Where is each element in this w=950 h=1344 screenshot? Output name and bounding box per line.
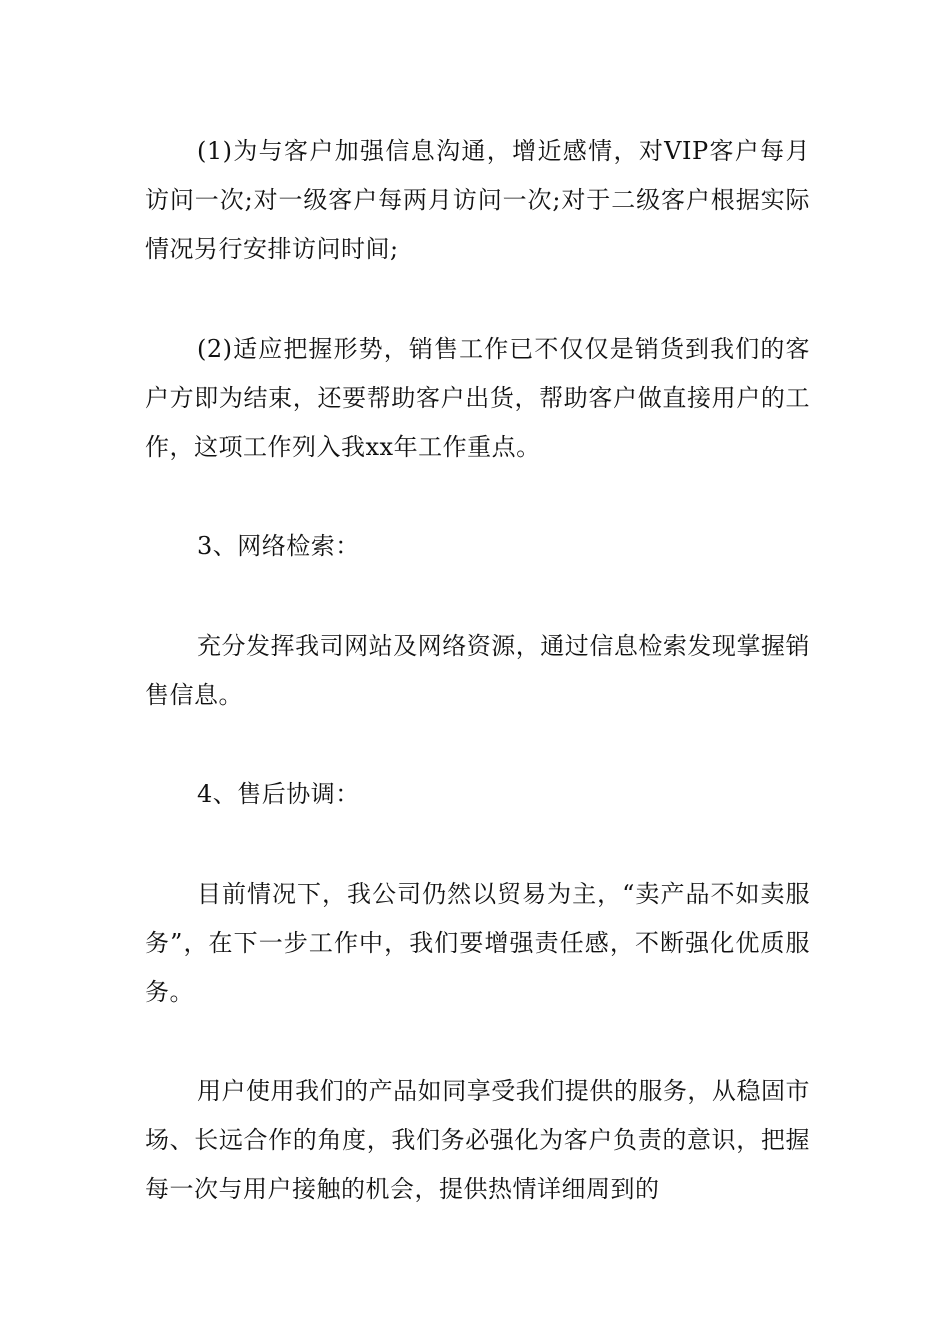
paragraph-sales-situation: (2)适应把握形势，销售工作已不仅仅是销货到我们的客户方即为结束，还要帮助客户出货，帮助客户做直接用户的工作，这项工作列入我xx年工作重点。 <box>145 335 810 461</box>
paragraph-after-sales: 目前情况下，我公司仍然以贸易为主，“卖产品不如卖服务”，在下一步工作中，我们要增强责任感，不断强化优质服务。 <box>145 880 810 1006</box>
section-heading-after-sales: 4、售后协调： <box>197 780 360 808</box>
paragraph-customer-service: 用户使用我们的产品如同享受我们提供的服务，从稳固市场、长远合作的角度，我们务必强化为客户负责的意识，把握每一次与用户接触的机会，提供热情详细周到的 <box>145 1077 810 1203</box>
paragraph-network-search: 充分发挥我司网站及网络资源，通过信息检索发现掌握销售信息。 <box>145 632 810 709</box>
paragraph-customer-visits: (1)为与客户加强信息沟通，增近感情，对VIP客户每月访问一次;对一级客户每两月访问一次;对于二级客户根据实际情况另行安排访问时间; <box>145 137 810 263</box>
section-heading-network-search: 3、网络检索： <box>197 532 360 560</box>
